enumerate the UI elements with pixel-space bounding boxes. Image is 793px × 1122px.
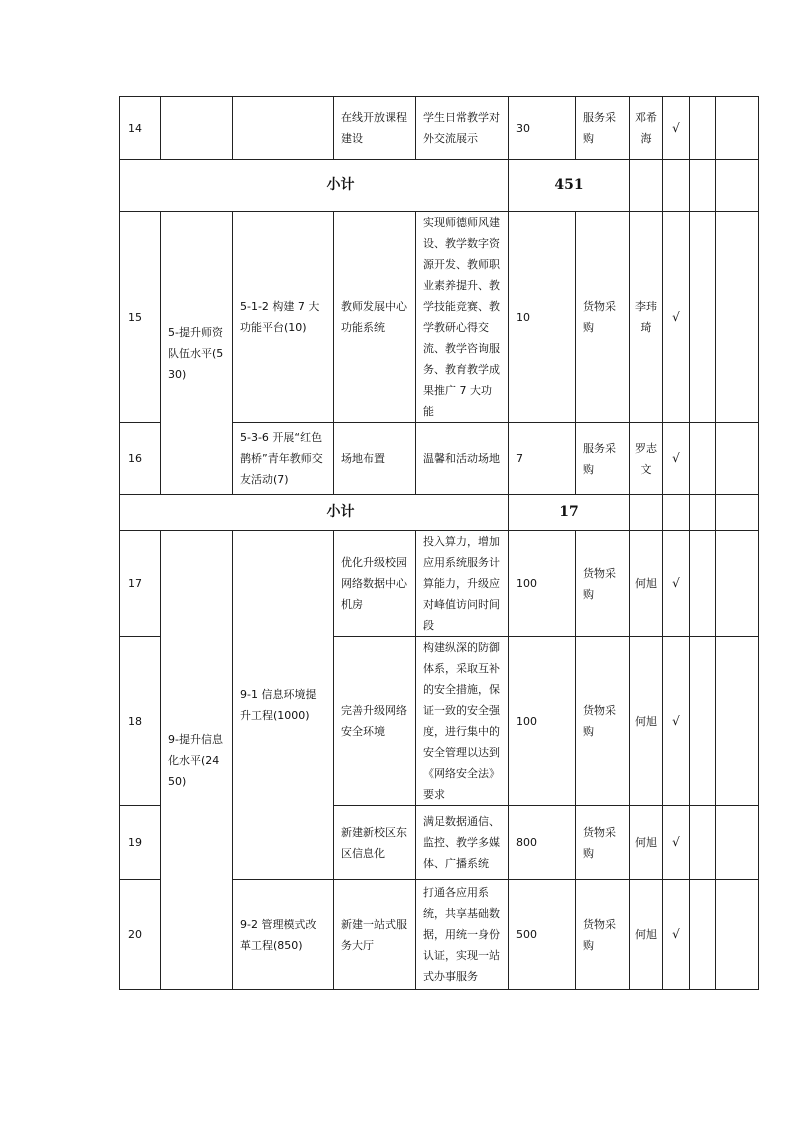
- method-cell: 服务采购: [576, 423, 630, 495]
- item-cell: 在线开放课程建设: [334, 97, 416, 160]
- empty-cell: [630, 160, 663, 212]
- category-cell: 5-提升师资队伍水平(530): [161, 212, 233, 495]
- empty-cell: [663, 495, 690, 531]
- method-cell: 货物采购: [576, 806, 630, 880]
- person-cell: 何旭: [630, 806, 663, 880]
- project-cell: [233, 97, 334, 160]
- method-cell: 服务采购: [576, 97, 630, 160]
- item-cell: 完善升级网络安全环境: [334, 637, 416, 806]
- amount-cell: 100: [509, 637, 576, 806]
- person-cell: 罗志文: [630, 423, 663, 495]
- content-cell: 实现师德师风建设、教学数字资源开发、教师职业素养提升、教学技能竞赛、教学教研心得交流、教学咨询服务、教育教学成果推广 7 大功能: [416, 212, 509, 423]
- checkmark-cell: √: [663, 212, 690, 423]
- procurement-table: [119, 96, 759, 990]
- checkmark-cell: √: [663, 531, 690, 637]
- empty-cell: [630, 495, 663, 531]
- method-cell: 货物采购: [576, 637, 630, 806]
- item-cell: 场地布置: [334, 423, 416, 495]
- empty-cell: [690, 637, 716, 806]
- empty-cell: [663, 160, 690, 212]
- row-number: 18: [120, 637, 161, 806]
- empty-cell: [690, 880, 716, 990]
- empty-cell: [690, 531, 716, 637]
- project-cell: 9-2 管理模式改革工程(850): [233, 880, 334, 990]
- row-number: 20: [120, 880, 161, 990]
- content-cell: 学生日常教学对外交流展示: [416, 97, 509, 160]
- content-cell: 构建纵深的防御体系，采取互补的安全措施，保证一致的安全强度，进行集中的安全管理以达到《网络安全法》要求: [416, 637, 509, 806]
- category-cell: 9-提升信息化水平(2450): [161, 531, 233, 990]
- project-cell: 5-3-6 开展“红色鹊桥”青年教师交友活动(7): [233, 423, 334, 495]
- empty-cell: [716, 806, 759, 880]
- empty-cell: [716, 637, 759, 806]
- empty-cell: [690, 212, 716, 423]
- checkmark-cell: √: [663, 806, 690, 880]
- empty-cell: [716, 495, 759, 531]
- empty-cell: [716, 423, 759, 495]
- content-cell: 温馨和活动场地: [416, 423, 509, 495]
- item-cell: 新建一站式服务大厅: [334, 880, 416, 990]
- subtotal-row: [120, 160, 759, 212]
- subtotal-amount: 17: [509, 495, 630, 531]
- project-cell: 9-1 信息环境提升工程(1000): [233, 531, 334, 880]
- content-cell: 打通各应用系统，共享基础数据，用统一身份认证，实现一站式办事服务: [416, 880, 509, 990]
- empty-cell: [690, 423, 716, 495]
- method-cell: 货物采购: [576, 212, 630, 423]
- checkmark-cell: √: [663, 637, 690, 806]
- table-row: [120, 531, 759, 637]
- item-cell: 新建新校区东区信息化: [334, 806, 416, 880]
- amount-cell: 500: [509, 880, 576, 990]
- content-cell: 投入算力，增加应用系统服务计算能力，升级应对峰值访问时间段: [416, 531, 509, 637]
- empty-cell: [716, 880, 759, 990]
- row-number: 14: [120, 97, 161, 160]
- empty-cell: [716, 531, 759, 637]
- checkmark-cell: √: [663, 423, 690, 495]
- person-cell: 李玮琦: [630, 212, 663, 423]
- project-cell: 5-1-2 构建 7 大功能平台(10): [233, 212, 334, 423]
- item-cell: 优化升级校园网络数据中心机房: [334, 531, 416, 637]
- empty-cell: [690, 806, 716, 880]
- row-number: 16: [120, 423, 161, 495]
- empty-cell: [716, 97, 759, 160]
- method-cell: 货物采购: [576, 880, 630, 990]
- empty-cell: [716, 212, 759, 423]
- subtotal-label: 小计: [120, 495, 509, 531]
- category-cell: [161, 97, 233, 160]
- amount-cell: 7: [509, 423, 576, 495]
- subtotal-amount: 451: [509, 160, 630, 212]
- subtotal-row: [120, 495, 759, 531]
- person-cell: 何旭: [630, 637, 663, 806]
- empty-cell: [690, 495, 716, 531]
- row-number: 15: [120, 212, 161, 423]
- subtotal-label: 小计: [120, 160, 509, 212]
- checkmark-cell: √: [663, 880, 690, 990]
- item-cell: 教师发展中心功能系统: [334, 212, 416, 423]
- row-number: 17: [120, 531, 161, 637]
- person-cell: 何旭: [630, 880, 663, 990]
- amount-cell: 100: [509, 531, 576, 637]
- checkmark-cell: √: [663, 97, 690, 160]
- table-row: [120, 97, 759, 160]
- empty-cell: [690, 160, 716, 212]
- amount-cell: 10: [509, 212, 576, 423]
- table-row: [120, 212, 759, 423]
- content-cell: 满足数据通信、监控、教学多媒体、广播系统: [416, 806, 509, 880]
- empty-cell: [716, 160, 759, 212]
- amount-cell: 30: [509, 97, 576, 160]
- method-cell: 货物采购: [576, 531, 630, 637]
- empty-cell: [690, 97, 716, 160]
- person-cell: 邓希海: [630, 97, 663, 160]
- person-cell: 何旭: [630, 531, 663, 637]
- row-number: 19: [120, 806, 161, 880]
- amount-cell: 800: [509, 806, 576, 880]
